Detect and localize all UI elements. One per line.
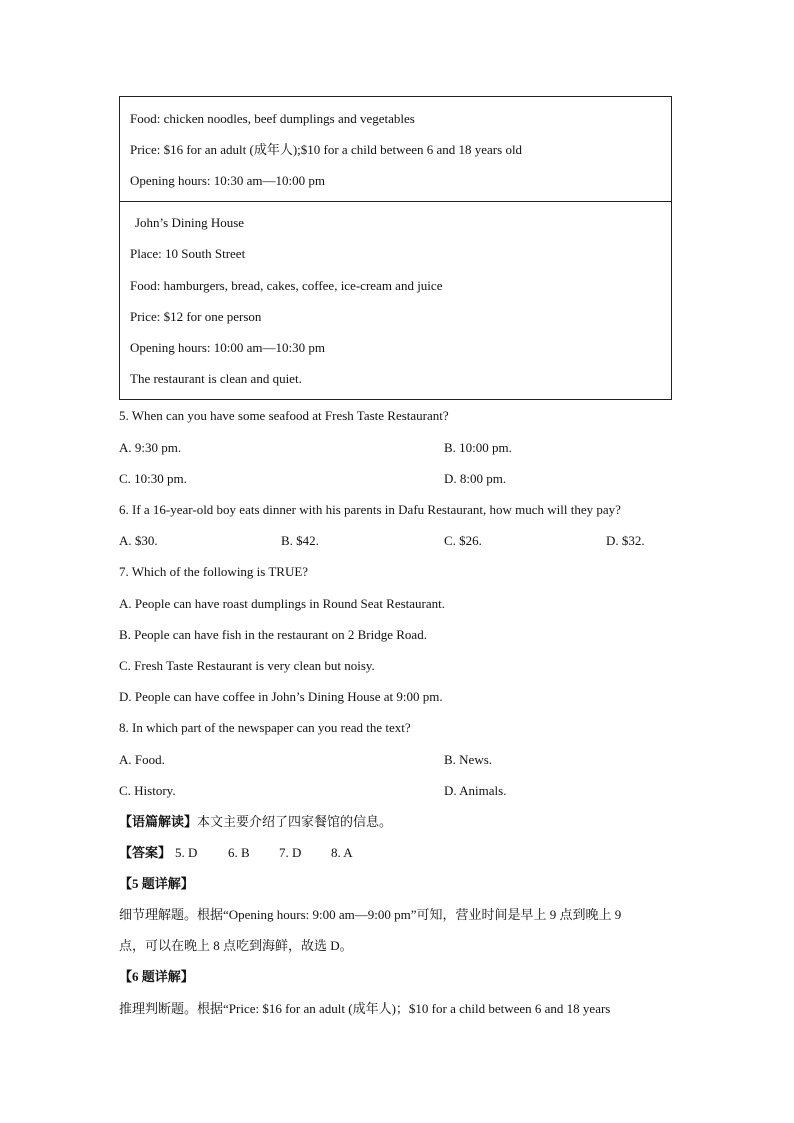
question-8: 8. In which part of the newspaper can you read the text? [119, 720, 411, 735]
box2-name: John’s Dining House [135, 215, 245, 230]
q7-option-b: B. People can have fish in the restaurant on 2 Bridge Road. [119, 627, 427, 642]
answer-8: 8. A [331, 845, 353, 860]
answer-line [119, 845, 171, 861]
summary-line [119, 814, 392, 830]
summary-text: 本文主要介绍了四家餐馆的信息。 [197, 814, 393, 829]
q6-option-b: B. $42. [281, 533, 319, 548]
answer-6: 6. B [228, 845, 250, 860]
question-6: 6. If a 16-year-old boy eats dinner with his parents in Dafu Restaurant, how much will they pay? [119, 502, 621, 517]
q6-option-d: D. $32. [606, 533, 645, 548]
question-5: 5. When can you have some seafood at Fresh Taste Restaurant? [119, 408, 449, 423]
restaurant-info-box-2 [119, 201, 672, 400]
answer-7: 7. D [279, 845, 302, 860]
box2-food: Food: hamburgers, bread, cakes, coffee, ice-cream and juice [130, 278, 443, 293]
q8-option-c: C. History. [119, 783, 176, 798]
q6-option-a: A. $30. [119, 533, 158, 548]
box2-hours: Opening hours: 10:00 am—10:30 pm [130, 340, 325, 355]
summary-label: 【语篇解读】 [119, 814, 198, 829]
q5-detail-line-2: 点，可以在晚上 8 点吃到海鲜，故选 D。 [119, 938, 353, 953]
box2-price: Price: $12 for one person [130, 309, 262, 324]
restaurant-info-box-1 [119, 96, 672, 202]
answer-5: 5. D [175, 845, 198, 860]
q7-option-d: D. People can have coffee in John’s Dining House at 9:00 pm. [119, 689, 443, 704]
q8-option-b: B. News. [444, 752, 493, 767]
q6-detail-label: 【6 题详解】 [119, 969, 194, 984]
q7-option-c: C. Fresh Taste Restaurant is very clean but noisy. [119, 658, 375, 673]
q8-option-a: A. Food. [119, 752, 165, 767]
q5-detail-line-1: 细节理解题。根据“Opening hours: 9:00 am—9:00 pm”可知，营业时间是早上 9 点到晚上 9 [119, 907, 622, 922]
q8-option-d: D. Animals. [444, 783, 507, 798]
box1-price: Price: $16 for an adult (成年人);$10 for a child between 6 and 18 years old [130, 142, 523, 157]
q5-detail-label: 【5 题详解】 [119, 876, 194, 891]
box1-food: Food: chicken noodles, beef dumplings and vegetables [130, 111, 415, 126]
box2-place: Place: 10 South Street [130, 246, 246, 261]
answer-label: 【答案】 [119, 845, 172, 860]
box1-hours: Opening hours: 10:30 am—10:00 pm [130, 173, 325, 188]
q5-option-b: B. 10:00 pm. [444, 440, 512, 455]
box2-note: The restaurant is clean and quiet. [130, 371, 302, 386]
question-7: 7. Which of the following is TRUE? [119, 564, 309, 579]
q6-detail-line-1: 推理判断题。根据“Price: $16 for an adult (成年人)；$10 for a child between 6 and 18 years [119, 1001, 611, 1016]
q5-option-d: D. 8:00 pm. [444, 471, 507, 486]
q6-option-c: C. $26. [444, 533, 482, 548]
q5-option-c: C. 10:30 pm. [119, 471, 187, 486]
q7-option-a: A. People can have roast dumplings in Round Seat Restaurant. [119, 596, 446, 611]
q5-option-a: A. 9:30 pm. [119, 440, 182, 455]
